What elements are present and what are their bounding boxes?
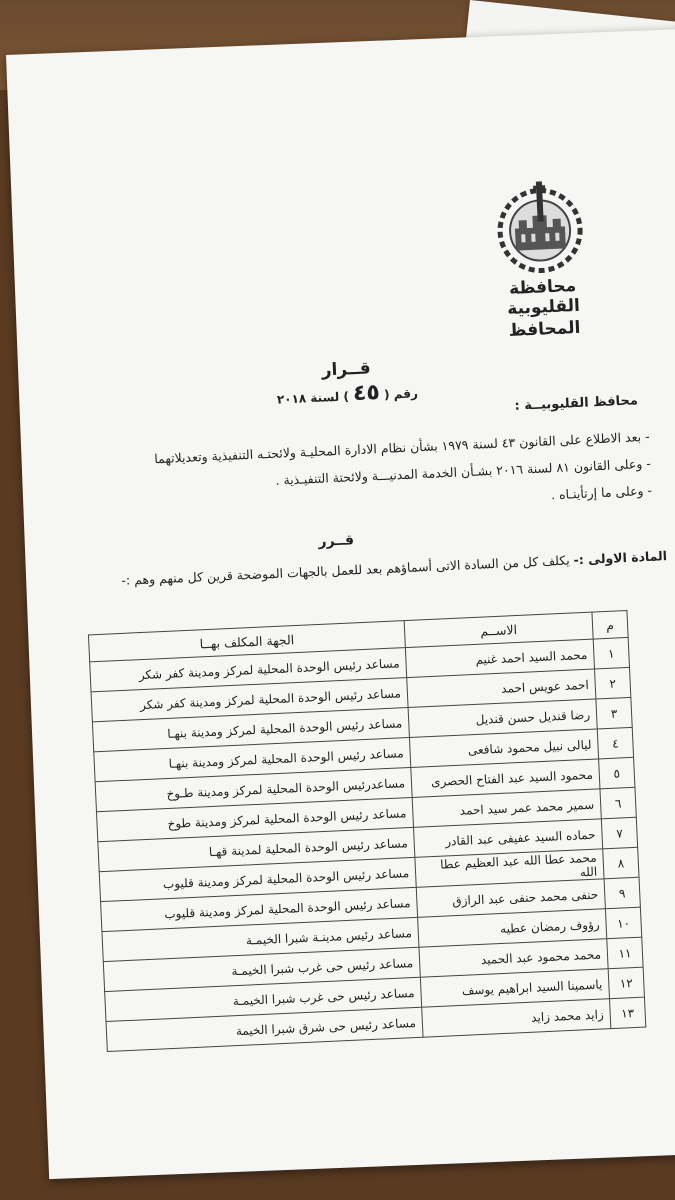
decree-header (266, 356, 428, 410)
preamble-law-81: - وعلى القانون ٨١ لسنة ٢٠١٦ بشـأن الخدمة المدنيـــة ولائحتة التنفيـذية . (275, 455, 652, 488)
row-number: ٢ (595, 667, 631, 699)
row-assignment: مساعد رئيس الوحدة المحلية لمركز ومدينة قليوب (99, 857, 416, 901)
row-name: احمد عويس احمد (407, 669, 596, 707)
article-one (121, 548, 667, 588)
row-number: ١٠ (605, 907, 641, 939)
row-name: رؤوف رمضان عطيه (418, 909, 607, 947)
decree-number-line (267, 378, 428, 410)
governorate-logo (478, 173, 605, 342)
row-assignment: مساعد رئيس الوحدة المحلية لمدينة قهـا (98, 827, 415, 871)
row-assignment: مساعد رئيس مدينـة شبرا الخيمـة (102, 917, 419, 961)
article-one-text: يكلف كل من السادة الاتى أسماؤهم بعد للعمل بالجهات الموضحة قرين كل منهم وهم :- (121, 552, 570, 588)
office-title: المحافظ (508, 317, 581, 342)
document-content (24, 90, 675, 1198)
row-name: سمير محمد عمر سيد احمد (412, 789, 601, 827)
row-assignment: مساعد رئيس الوحدة المحلية لمركز ومدينة طوخ (96, 797, 413, 841)
row-name: ياسمينا السيد ابراهيم يوسف (420, 969, 609, 1007)
row-assignment: مساعد رئيس حى غرب شبرا الخيمـة (105, 977, 422, 1021)
row-name: ليالى نبيل محمود شافعى (409, 729, 598, 767)
governorate-name: محافظة القليوبية (506, 275, 581, 320)
row-number: ١ (593, 637, 629, 669)
row-assignment: مساعد رئيس الوحدة المحلية لمركز ومدينة كفر شكر (90, 648, 407, 692)
row-number: ٥ (599, 757, 635, 789)
row-number: ٩ (604, 877, 640, 909)
row-number: ٦ (600, 787, 636, 819)
row-assignment: مساعد رئيس حى غرب شبرا الخيمـة (103, 947, 420, 991)
row-assignment: مساعد رئيس الوحدة المحلية لمركز ومدينة كفر شكر (91, 678, 408, 722)
row-number: ١٣ (609, 997, 645, 1029)
row-number: ٧ (601, 817, 637, 849)
header-name: الاســم (404, 612, 593, 648)
row-name: حماده السيد عفيفى عبد القادر (414, 819, 603, 857)
row-name: زايد محمد زايد (422, 999, 611, 1037)
row-name: محمد محمود عبد الحميد (419, 939, 608, 977)
preamble-consideration: - وعلى ما إرتأينـاه . (550, 482, 653, 503)
emblem-icon (483, 173, 597, 278)
decree-year: ) لسنة ٢٠١٨ (276, 389, 350, 407)
document-page (6, 29, 675, 1180)
row-name: محمود السيد عبد الفتاح الحصرى (411, 759, 600, 797)
row-number: ١١ (607, 937, 643, 969)
row-assignment: مساعد رئيس حى شرق شبرا الخيمة (106, 1007, 423, 1051)
row-assignment: مساعد رئيس الوحدة المحلية لمركز ومدينة بنهـا (92, 708, 409, 752)
row-assignment: مساعد رئيس الوحدة المحلية لمركز ومدينة قليوب (101, 887, 418, 931)
header-assignment: الجهة المكلف بهــا (88, 621, 405, 662)
row-name: محمد السيد احمد غنيم (405, 639, 594, 677)
assignments-table (88, 610, 646, 1052)
row-name: حنفى محمد حنفى عبد الرازق (416, 879, 605, 917)
row-assignment: مساعد رئيس الوحدة المحلية لمركز ومدينة بنهـا (94, 737, 411, 781)
decree-title: قــرار (321, 358, 372, 381)
preamble-law-43: - بعد الاطلاع على القانون ٤٣ لسنة ١٩٧٩ بشأن نظام الادارة المحليـة ولائحتـه التنفيذية وتعديلاتهما (153, 428, 650, 467)
row-number: ٨ (603, 847, 639, 879)
header-number: م (592, 610, 628, 639)
decree-number-prefix: رقم ( (383, 386, 419, 402)
row-number: ٣ (596, 697, 632, 729)
decree-number: ٤٥ (352, 379, 381, 407)
row-assignment: مساعدرئيس الوحدة المحلية لمركز ومدينة طـوخ (95, 767, 412, 811)
row-name: محمد عطا الله عبد العظيم عطا الله (415, 849, 604, 887)
row-number: ٤ (597, 727, 633, 759)
row-name: رضا قنديل حسن قنديل (408, 699, 597, 737)
article-one-label: المادة الاولى :- (573, 548, 668, 568)
governor-line: محافظ القليوبيــة : (514, 393, 639, 414)
decision-heading: قــرر (318, 532, 355, 550)
row-number: ١٢ (608, 967, 644, 999)
